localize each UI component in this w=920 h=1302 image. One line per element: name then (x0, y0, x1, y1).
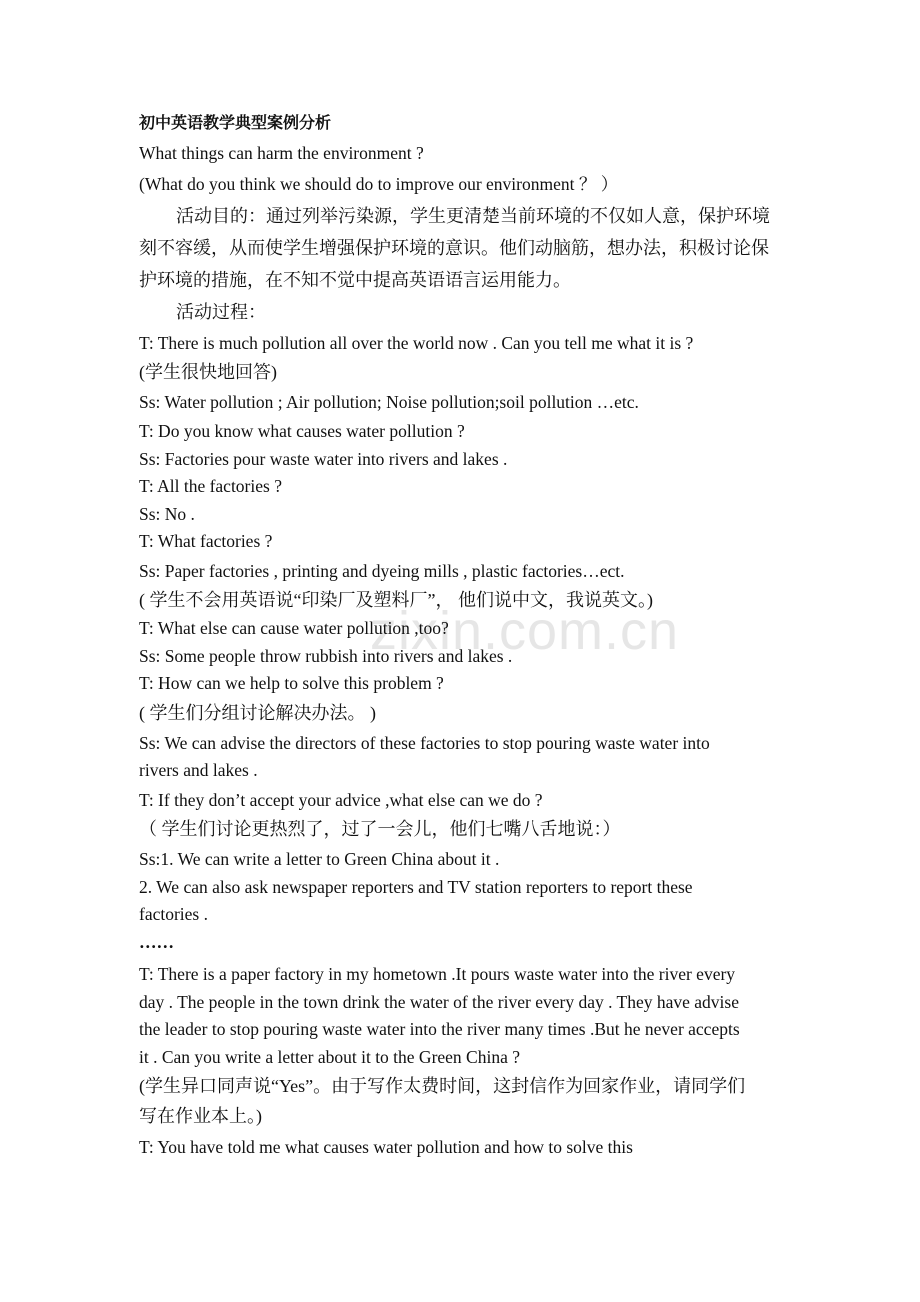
dialogue-line: T: Do you know what causes water pollution ? (139, 421, 465, 441)
dialogue-line: T: If they don’t accept your advice ,what else can we do ? (139, 789, 543, 810)
note-line: (学生很快地回答) (139, 361, 277, 382)
purpose-line: 活动目的：通过列举污染源，学生更清楚当前环境的不仅如人意，保护环境 (176, 206, 770, 226)
ellipsis-line: …… (139, 931, 174, 952)
dialogue-line: Ss: Factories pour waste water into rivers and lakes . (139, 448, 508, 469)
dialogue-line: Ss: Water pollution ; Air pollution; Noise pollution;soil pollution …etc. (139, 391, 639, 412)
dialogue-line: T: All the factories ? (139, 476, 282, 496)
purpose-line: 刻不容缓，从而使学生增强保护环境的意识。他们动脑筋，想办法，积极讨论保 (139, 238, 769, 258)
dialogue-line: Ss: Some people throw rubbish into rivers and lakes . (139, 645, 513, 666)
purpose-line: 护环境的措施，在不知不觉中提高英语语言运用能力。 (139, 270, 571, 290)
note-line: ( 学生们分组讨论解决办法。 ) (139, 702, 376, 723)
dialogue-line: Ss: We can advise the directors of these factories to stop pouring waste water into (139, 732, 710, 753)
dialogue-line: factories . (139, 904, 208, 924)
note-line: （ 学生们讨论更热烈了，过了一会儿，他们七嘴八舌地说：） (139, 819, 621, 839)
dialogue-line: T: How can we help to solve this problem ? (139, 673, 444, 693)
note-line: 写在作业本上。) (139, 1106, 262, 1126)
dialogue-line: it . Can you write a letter about it to the Green China ? (139, 1046, 521, 1067)
dialogue-line: Ss:1. We can write a letter to Green China about it . (139, 849, 500, 869)
process-heading: 活动过程： (176, 302, 266, 322)
document-body (139, 111, 799, 1162)
dialogue-line: T: There is much pollution all over the world now . Can you tell me what it is ? (139, 333, 694, 353)
question-line: What things can harm the environment ? (139, 143, 424, 163)
question-line: (What do you think we should do to improve our environment ？ ） (139, 173, 619, 194)
dialogue-line: T: There is a paper factory in my hometown .It pours waste water into the river every (139, 964, 736, 984)
dialogue-line: day . The people in the town drink the water of the river every day . They have advise (139, 991, 739, 1012)
dialogue-line: rivers and lakes . (139, 760, 258, 780)
dialogue-line: Ss: No . (139, 503, 195, 524)
dialogue-line: T: You have told me what causes water pollution and how to solve this (139, 1137, 633, 1157)
document-title: 初中英语教学典型案例分析 (139, 115, 332, 132)
watermark: zixin.com.cn (370, 601, 680, 661)
dialogue-line: Ss: Paper factories , printing and dyeing mills , plastic factories…ect. (139, 560, 625, 581)
dialogue-line: 2. We can also ask newspaper reporters and TV station reporters to report these (139, 876, 693, 897)
note-line: ( 学生不会用英语说“印染厂及塑料厂”， 他们说中文，我说英文。) (139, 590, 653, 610)
dialogue-line: T: What factories ? (139, 531, 273, 551)
dialogue-line: T: What else can cause water pollution ,too? (139, 618, 449, 638)
note-line: (学生异口同声说“Yes”。由于写作太费时间，这封信作为回家作业，请同学们 (139, 1076, 746, 1096)
dialogue-line: the leader to stop pouring waste water into the river many times .But he never accepts (139, 1019, 740, 1039)
